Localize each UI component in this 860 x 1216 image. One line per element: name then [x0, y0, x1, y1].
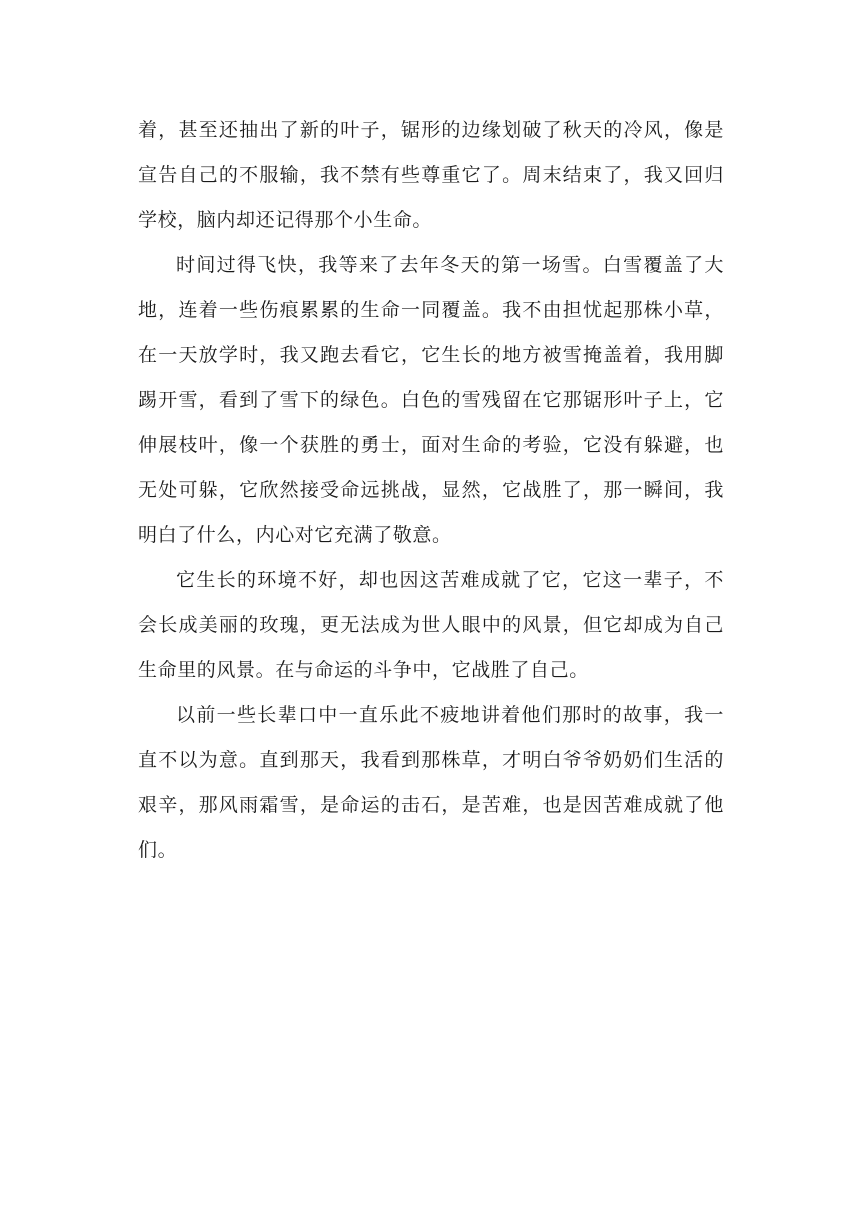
paragraph-4: 以前一些长辈口中一直乐此不疲地讲着他们那时的故事，我一直不以为意。直到那天，我看到那株草，才明白爷爷奶奶们生活的艰辛，那风雨霜雪，是命运的击石，是苦难，也是因苦难成就了他们。 [138, 704, 724, 861]
paragraph-1: 着，甚至还抽出了新的叶子，锯形的边缘划破了秋天的冷风，像是宣告自己的不服输，我不禁有些尊重它了。周末结束了，我又回归学校，脑内却还记得那个小生命。 [138, 119, 724, 231]
paragraph-3: 它生长的环境不好，却也因这苦难成就了它，它这一辈子，不会长成美丽的玫瑰，更无法成为世人眼中的风景，但它却成为自己生命里的风景。在与命运的斗争中，它战胜了自己。 [138, 569, 724, 681]
paragraph-2: 时间过得飞快，我等来了去年冬天的第一场雪。白雪覆盖了大地，连着一些伤痕累累的生命一同覆盖。我不由担忧起那株小草，在一天放学时，我又跑去看它，它生长的地方被雪掩盖着，我用脚踢开雪，看到了雪下的绿色。白色的雪残留在它那锯形叶子上，它伸展枝叶，像一个获胜的勇士，面对生命的考验，它没有躲避，也无处可躲，它欣然接受命远挑战，显然，它战胜了，那一瞬间，我明白了什么，内心对它充满了敬意。 [138, 254, 724, 546]
essay-body [138, 108, 724, 873]
